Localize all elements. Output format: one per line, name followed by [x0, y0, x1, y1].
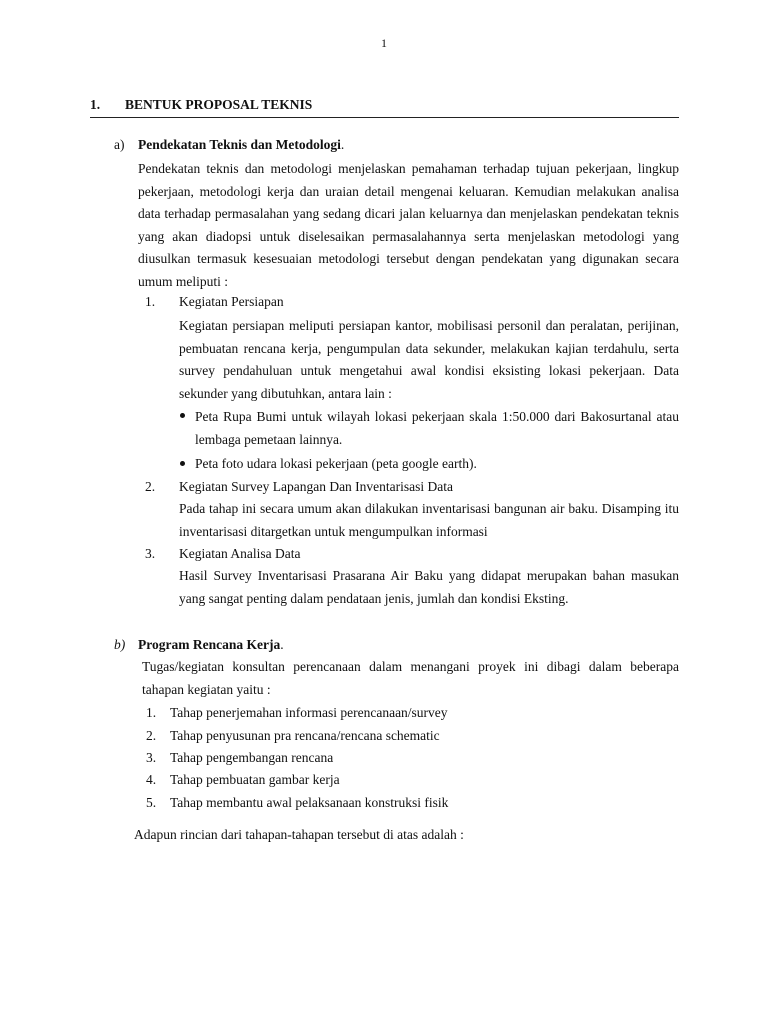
part-a-title-text: Pendekatan Teknis dan Metodologi — [138, 137, 341, 152]
step-5-text: Tahap membantu awal pelaksanaan konstruksi fisik — [170, 795, 449, 810]
step-3-text: Tahap pengembangan rencana — [170, 750, 334, 765]
step-4-number: 4. — [146, 772, 157, 787]
item-2-number: 2. — [145, 479, 156, 494]
step-2-text: Tahap penyusunan pra rencana/rencana schematic — [170, 728, 440, 743]
step-4-text: Tahap pembuatan gambar kerja — [170, 772, 340, 787]
section-title: BENTUK PROPOSAL TEKNIS — [125, 97, 313, 112]
step-3-number: 3. — [146, 750, 157, 765]
section-number: 1. — [90, 97, 101, 112]
bullet-dot-icon — [180, 461, 185, 466]
item-1-number: 1. — [145, 294, 156, 309]
item-1-title: Kegiatan Persiapan — [179, 294, 284, 309]
page-number: 1 — [381, 36, 387, 50]
item-1-text: Kegiatan persiapan meliputi persiapan kantor, mobilisasi personil dan peralatan, perijinan, pembuatan rencana kerja, pengumpulan data sekunder, melakukan kajian terdahulu, serta survey pendahuluan untuk mengetahui awal kondisi eksisting lokasi pekerjaan. Data sekunder yang dibutuhkan, antara lain : — [179, 318, 679, 401]
closing-sentence: Adapun rincian dari tahapan-tahapan tersebut di atas adalah : — [134, 827, 464, 842]
step-5-number: 5. — [146, 795, 157, 810]
section-heading — [90, 97, 679, 118]
step-1-text: Tahap penerjemahan informasi perencanaan/survey — [170, 705, 448, 720]
part-b-label: b) — [114, 637, 126, 652]
part-b-title — [138, 637, 284, 653]
part-a-title — [138, 137, 344, 153]
item-2-title: Kegiatan Survey Lapangan Dan Inventarisasi Data — [179, 479, 454, 494]
item-1-bullet-2: Peta foto udara lokasi pekerjaan (peta google earth). — [195, 456, 477, 471]
bullet-dot-icon — [180, 413, 185, 418]
item-1-bullet-1: Peta Rupa Bumi untuk wilayah lokasi pekerjaan skala 1:50.000 dari Bakosurtanal atau lembaga pemetaan lainnya. — [195, 409, 679, 447]
step-2-number: 2. — [146, 728, 157, 743]
part-b-title-text: Program Rencana Kerja — [138, 637, 281, 652]
part-b-title-suffix: . — [280, 637, 284, 652]
item-2-text: Pada tahap ini secara umum akan dilakukan inventarisasi bangunan air baku. Disamping itu inventarisasi ditargetkan untuk mengumpulkan informasi — [179, 501, 679, 539]
part-a-title-suffix: . — [340, 137, 345, 152]
step-1-number: 1. — [146, 705, 157, 720]
item-3-title: Kegiatan Analisa Data — [179, 546, 301, 561]
part-a-intro: Pendekatan teknis dan metodologi menjelaskan pemahaman terhadap tujuan pekerjaan, lingkup pekerjaan, metodologi kerja dan uraian detail mengenai keluaran. Kemudian melakukan analisa data terhadap permasalahan yang sedang dicari jalan keluarnya dan menjelaskan pendekatan teknis yang akan diadopsi untuk diselesaikan permasalahannya serta menjelaskan metodologi yang diusulkan termasuk kesesuaian metodologi tersebut dengan pendekatan yang digunakan secara umum meliputi : — [138, 161, 679, 289]
part-a-label: a) — [114, 137, 125, 152]
item-3-text: Hasil Survey Inventarisasi Prasarana Air Baku yang didapat merupakan bahan masukan yang sangat penting dalam pendataan jenis, jumlah dan kondisi Eksting. — [179, 568, 679, 606]
item-3-number: 3. — [145, 546, 156, 561]
part-b-intro: Tugas/kegiatan konsultan perencanaan dalam menangani proyek ini dibagi dalam beberapa tahapan kegiatan yaitu : — [142, 659, 679, 697]
